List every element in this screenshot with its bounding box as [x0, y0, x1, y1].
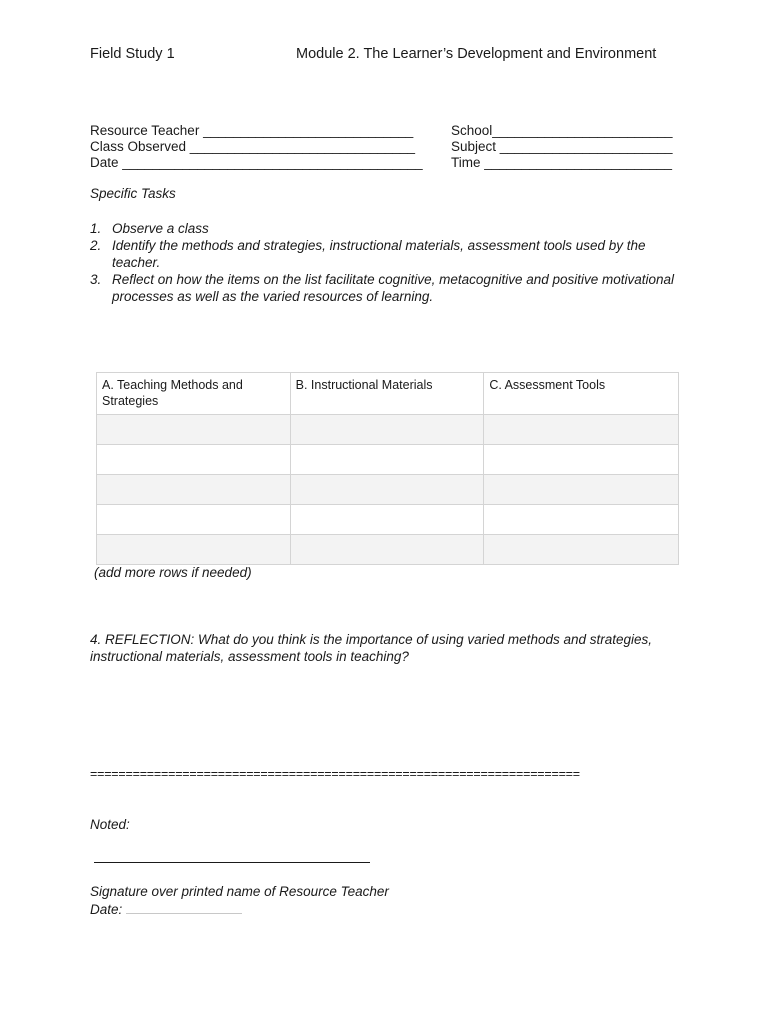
- table-cell[interactable]: [290, 475, 484, 505]
- table-cell[interactable]: [97, 505, 291, 535]
- table-row: [97, 505, 679, 535]
- table-row: [97, 445, 679, 475]
- resource-teacher-field: Resource Teacher ____________________________: [90, 123, 414, 138]
- table-cell[interactable]: [290, 535, 484, 565]
- separator-line: =====================================================================: [90, 767, 580, 781]
- header-module-title: Module 2. The Learner’s Development and Environment: [296, 46, 657, 62]
- table-cell[interactable]: [484, 445, 679, 475]
- school-field: School________________________: [451, 123, 673, 138]
- task-item: [90, 271, 690, 305]
- table-cell[interactable]: [290, 415, 484, 445]
- date-row: [90, 901, 242, 918]
- class-observed-field: Class Observed ______________________________: [90, 139, 416, 154]
- header-assessment-tools: C. Assessment Tools: [484, 373, 679, 415]
- date-signature-line: [126, 901, 242, 914]
- table-cell[interactable]: [290, 505, 484, 535]
- date-field: Date ________________________________________: [90, 155, 423, 170]
- task-number: 1.: [90, 221, 102, 236]
- table-cell[interactable]: [97, 445, 291, 475]
- observation-table: [96, 372, 679, 565]
- header-instructional-materials: B. Instructional Materials: [290, 373, 484, 415]
- signature-line: [94, 862, 370, 863]
- table-row: [97, 475, 679, 505]
- reflection-question: 4. REFLECTION: What do you think is the importance of using varied methods and strategies, instructional materials, assessment tools in teaching?: [90, 632, 653, 664]
- signature-label: Signature over printed name of Resource Teacher: [90, 884, 389, 899]
- table-cell[interactable]: [290, 445, 484, 475]
- table-cell[interactable]: [484, 535, 679, 565]
- task-text: Reflect on how the items on the list facilitate cognitive, metacognitive and positive motivational processes as well as the varied resources of learning.: [112, 272, 675, 304]
- table-row: [97, 415, 679, 445]
- task-number: 3.: [90, 272, 102, 287]
- task-text: Observe a class: [112, 221, 209, 236]
- table-cell[interactable]: [97, 535, 291, 565]
- table-header-row: [97, 373, 679, 415]
- table-note: (add more rows if needed): [94, 565, 252, 580]
- table-cell[interactable]: [484, 475, 679, 505]
- task-list: [90, 220, 690, 305]
- subject-field: Subject _______________________: [451, 139, 673, 154]
- header-left-title: Field Study 1: [90, 46, 175, 62]
- task-number: 2.: [90, 238, 102, 253]
- table-cell[interactable]: [484, 505, 679, 535]
- task-item: [90, 220, 690, 237]
- specific-tasks-title: Specific Tasks: [90, 186, 176, 201]
- task-text: Identify the methods and strategies, instructional materials, assessment tools used by the teacher.: [112, 238, 646, 270]
- date-label: Date:: [90, 902, 123, 917]
- table-cell[interactable]: [97, 475, 291, 505]
- noted-label: Noted:: [90, 817, 130, 832]
- time-field: Time _________________________: [451, 155, 672, 170]
- table-cell[interactable]: [484, 415, 679, 445]
- header-teaching-methods: A. Teaching Methods and Strategies: [97, 373, 291, 415]
- task-item: [90, 237, 690, 271]
- table-row: [97, 535, 679, 565]
- table-cell[interactable]: [97, 415, 291, 445]
